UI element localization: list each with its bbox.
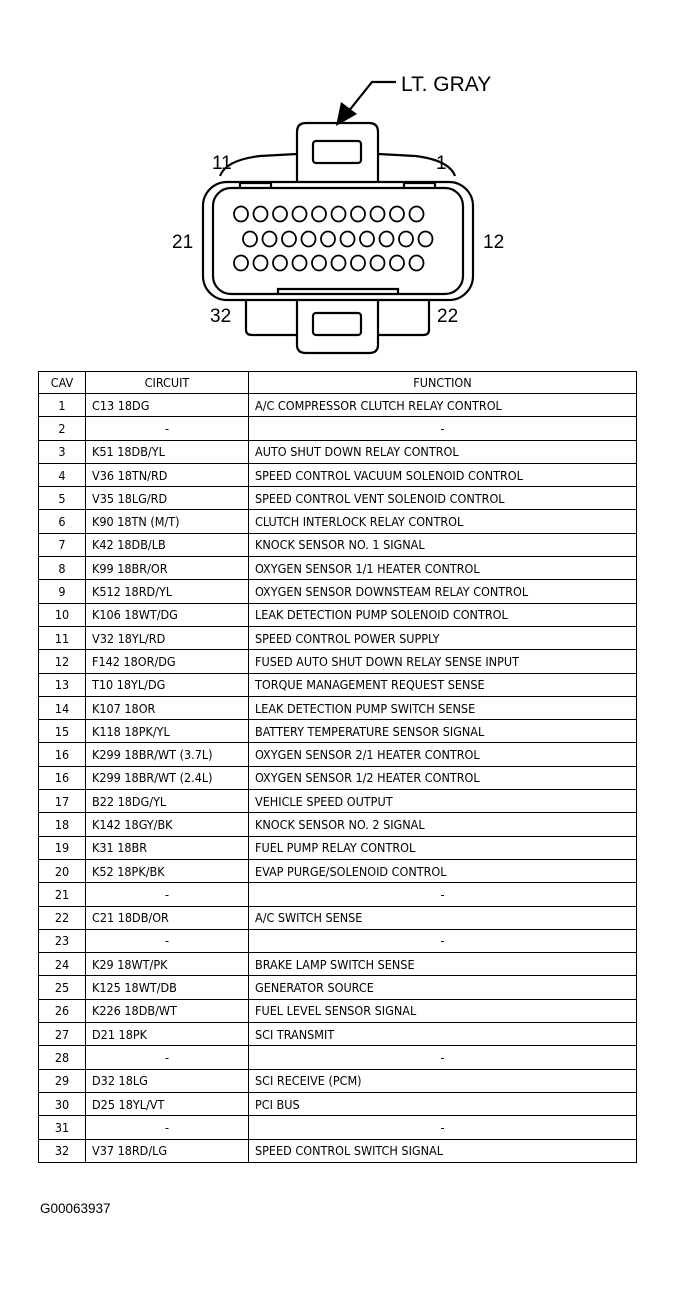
pin-cavity [273, 207, 287, 222]
pin-cavity [312, 207, 326, 222]
table-row [39, 580, 637, 603]
cell-function: OXYGEN SENSOR 1/2 HEATER CONTROL [249, 766, 637, 789]
cell-cav: 10 [39, 603, 86, 626]
cavity-label-22: 22 [437, 306, 459, 327]
table-row [39, 813, 637, 836]
pin-cavities [234, 207, 433, 271]
cell-cav: 4 [39, 463, 86, 486]
cell-function: FUEL PUMP RELAY CONTROL [249, 836, 637, 859]
cell-cav: 28 [39, 1046, 86, 1069]
table-row [39, 1069, 637, 1092]
cell-circuit: K299 18BR/WT (3.7L) [86, 743, 249, 766]
cell-function: GENERATOR SOURCE [249, 976, 637, 999]
cell-circuit: K142 18GY/BK [86, 813, 249, 836]
table-row [39, 1092, 637, 1115]
table-row [39, 720, 637, 743]
cell-circuit: K31 18BR [86, 836, 249, 859]
cell-circuit: D21 18PK [86, 1023, 249, 1046]
table-row [39, 696, 637, 719]
table-row [39, 557, 637, 580]
cell-circuit: K29 18WT/PK [86, 953, 249, 976]
table-row [39, 953, 637, 976]
cell-function: TORQUE MANAGEMENT REQUEST SENSE [249, 673, 637, 696]
cell-cav: 27 [39, 1023, 86, 1046]
connector-diagram [0, 0, 675, 365]
pin-cavity [332, 207, 346, 222]
cell-circuit: - [86, 417, 249, 440]
cell-circuit: K99 18BR/OR [86, 557, 249, 580]
pin-cavity [360, 232, 374, 247]
pin-cavity [234, 207, 248, 222]
cell-circuit: K90 18TN (M/T) [86, 510, 249, 533]
cell-circuit: K42 18DB/LB [86, 533, 249, 556]
cell-function: FUSED AUTO SHUT DOWN RELAY SENSE INPUT [249, 650, 637, 673]
table-row [39, 976, 637, 999]
cell-circuit: V37 18RD/LG [86, 1139, 249, 1162]
pin-cavity [312, 256, 326, 271]
cell-function: OXYGEN SENSOR 2/1 HEATER CONTROL [249, 743, 637, 766]
header-cav: CAV [39, 372, 86, 394]
table-row [39, 417, 637, 440]
cell-function: SCI RECEIVE (PCM) [249, 1069, 637, 1092]
pin-cavity [332, 256, 346, 271]
cavity-label-32: 32 [210, 306, 232, 327]
pin-cavity [282, 232, 296, 247]
cavity-label-1: 1 [436, 153, 447, 174]
pin-cavity [234, 256, 248, 271]
cell-circuit: K226 18DB/WT [86, 999, 249, 1022]
pin-cavity [293, 256, 307, 271]
cell-circuit: C21 18DB/OR [86, 906, 249, 929]
cell-function: LEAK DETECTION PUMP SWITCH SENSE [249, 696, 637, 719]
table-row [39, 1023, 637, 1046]
cell-function: KNOCK SENSOR NO. 2 SIGNAL [249, 813, 637, 836]
cell-function: BATTERY TEMPERATURE SENSOR SIGNAL [249, 720, 637, 743]
cell-cav: 13 [39, 673, 86, 696]
cell-circuit: F142 18OR/DG [86, 650, 249, 673]
pin-cavity [399, 232, 413, 247]
table-header-row [39, 372, 637, 394]
pin-cavity [410, 256, 424, 271]
cell-circuit: C13 18DG [86, 394, 249, 417]
cell-function: - [249, 1116, 637, 1139]
cell-circuit: K51 18DB/YL [86, 440, 249, 463]
table-row [39, 859, 637, 882]
cell-cav: 1 [39, 394, 86, 417]
cell-function: SCI TRANSMIT [249, 1023, 637, 1046]
cell-cav: 17 [39, 790, 86, 813]
cell-function: AUTO SHUT DOWN RELAY CONTROL [249, 440, 637, 463]
pin-cavity [321, 232, 335, 247]
cell-function: - [249, 1046, 637, 1069]
cell-cav: 19 [39, 836, 86, 859]
cell-cav: 16 [39, 743, 86, 766]
table-row [39, 533, 637, 556]
table-row [39, 650, 637, 673]
cell-circuit: K118 18PK/YL [86, 720, 249, 743]
pin-cavity [263, 232, 277, 247]
cell-cav: 22 [39, 906, 86, 929]
pin-cavity [371, 207, 385, 222]
cell-function: VEHICLE SPEED OUTPUT [249, 790, 637, 813]
cell-circuit: K512 18RD/YL [86, 580, 249, 603]
table-row [39, 440, 637, 463]
cell-circuit: K299 18BR/WT (2.4L) [86, 766, 249, 789]
connector-color-label: LT. GRAY [401, 73, 492, 96]
cell-function: A/C SWITCH SENSE [249, 906, 637, 929]
cell-function: PCI BUS [249, 1092, 637, 1115]
pin-cavity [273, 256, 287, 271]
cell-function: SPEED CONTROL POWER SUPPLY [249, 626, 637, 649]
table-row [39, 743, 637, 766]
cell-cav: 3 [39, 440, 86, 463]
cell-circuit: - [86, 929, 249, 952]
pin-cavity [419, 232, 433, 247]
cell-circuit: K107 18OR [86, 696, 249, 719]
cell-function: - [249, 929, 637, 952]
pin-cavity [254, 207, 268, 222]
table-row [39, 487, 637, 510]
cell-cav: 8 [39, 557, 86, 580]
cavity-label-11: 11 [212, 153, 232, 174]
cell-function: A/C COMPRESSOR CLUTCH RELAY CONTROL [249, 394, 637, 417]
cell-cav: 16 [39, 766, 86, 789]
cell-function: SPEED CONTROL SWITCH SIGNAL [249, 1139, 637, 1162]
cell-cav: 32 [39, 1139, 86, 1162]
cell-circuit: K125 18WT/DB [86, 976, 249, 999]
table-row [39, 766, 637, 789]
table-row [39, 394, 637, 417]
table-row [39, 836, 637, 859]
pin-cavity [351, 256, 365, 271]
pin-cavity [410, 207, 424, 222]
table-row [39, 999, 637, 1022]
cell-function: SPEED CONTROL VACUUM SOLENOID CONTROL [249, 463, 637, 486]
cell-function: OXYGEN SENSOR 1/1 HEATER CONTROL [249, 557, 637, 580]
cell-circuit: D25 18YL/VT [86, 1092, 249, 1115]
cell-function: KNOCK SENSOR NO. 1 SIGNAL [249, 533, 637, 556]
cell-cav: 31 [39, 1116, 86, 1139]
pin-cavity [390, 207, 404, 222]
cell-circuit: K106 18WT/DG [86, 603, 249, 626]
cell-circuit: V32 18YL/RD [86, 626, 249, 649]
figure-id: G00063937 [40, 1201, 111, 1216]
cell-circuit: K52 18PK/BK [86, 859, 249, 882]
table-row [39, 790, 637, 813]
cell-cav: 11 [39, 626, 86, 649]
cell-cav: 9 [39, 580, 86, 603]
table-row [39, 673, 637, 696]
table-row [39, 603, 637, 626]
table-row [39, 626, 637, 649]
pin-cavity [293, 207, 307, 222]
table-row [39, 883, 637, 906]
header-circuit: CIRCUIT [86, 372, 249, 394]
cell-circuit: D32 18LG [86, 1069, 249, 1092]
cell-circuit: - [86, 883, 249, 906]
cell-function: - [249, 417, 637, 440]
cell-function: BRAKE LAMP SWITCH SENSE [249, 953, 637, 976]
pin-cavity [371, 256, 385, 271]
cell-function: CLUTCH INTERLOCK RELAY CONTROL [249, 510, 637, 533]
table-row [39, 1046, 637, 1069]
cell-circuit: - [86, 1116, 249, 1139]
cell-cav: 23 [39, 929, 86, 952]
cell-cav: 29 [39, 1069, 86, 1092]
table-row [39, 463, 637, 486]
cell-cav: 14 [39, 696, 86, 719]
table-row [39, 929, 637, 952]
cell-cav: 18 [39, 813, 86, 836]
cell-function: - [249, 883, 637, 906]
pin-cavity [341, 232, 355, 247]
cell-circuit: B22 18DG/YL [86, 790, 249, 813]
pin-cavity [351, 207, 365, 222]
cell-circuit: V36 18TN/RD [86, 463, 249, 486]
cell-cav: 26 [39, 999, 86, 1022]
pin-cavity [243, 232, 257, 247]
cell-circuit: - [86, 1046, 249, 1069]
table-row [39, 1116, 637, 1139]
cell-cav: 7 [39, 533, 86, 556]
cell-circuit: V35 18LG/RD [86, 487, 249, 510]
cell-function: LEAK DETECTION PUMP SOLENOID CONTROL [249, 603, 637, 626]
header-function: FUNCTION [249, 372, 637, 394]
pin-cavity [302, 232, 316, 247]
cell-cav: 30 [39, 1092, 86, 1115]
cell-cav: 25 [39, 976, 86, 999]
cell-circuit: T10 18YL/DG [86, 673, 249, 696]
cell-cav: 5 [39, 487, 86, 510]
cell-cav: 6 [39, 510, 86, 533]
cell-function: EVAP PURGE/SOLENOID CONTROL [249, 859, 637, 882]
cell-function: FUEL LEVEL SENSOR SIGNAL [249, 999, 637, 1022]
cell-cav: 12 [39, 650, 86, 673]
table-row [39, 510, 637, 533]
table-row [39, 906, 637, 929]
pin-cavity [254, 256, 268, 271]
cell-cav: 20 [39, 859, 86, 882]
cavity-label-12: 12 [483, 232, 505, 253]
color-pointer-arrow [336, 82, 396, 126]
cell-function: SPEED CONTROL VENT SOLENOID CONTROL [249, 487, 637, 510]
cell-cav: 2 [39, 417, 86, 440]
cell-cav: 21 [39, 883, 86, 906]
cavity-label-21: 21 [172, 232, 194, 253]
pinout-table [38, 371, 637, 1163]
cell-cav: 15 [39, 720, 86, 743]
pin-cavity [380, 232, 394, 247]
pin-cavity [390, 256, 404, 271]
cell-function: OXYGEN SENSOR DOWNSTEAM RELAY CONTROL [249, 580, 637, 603]
cell-cav: 24 [39, 953, 86, 976]
table-row [39, 1139, 637, 1162]
